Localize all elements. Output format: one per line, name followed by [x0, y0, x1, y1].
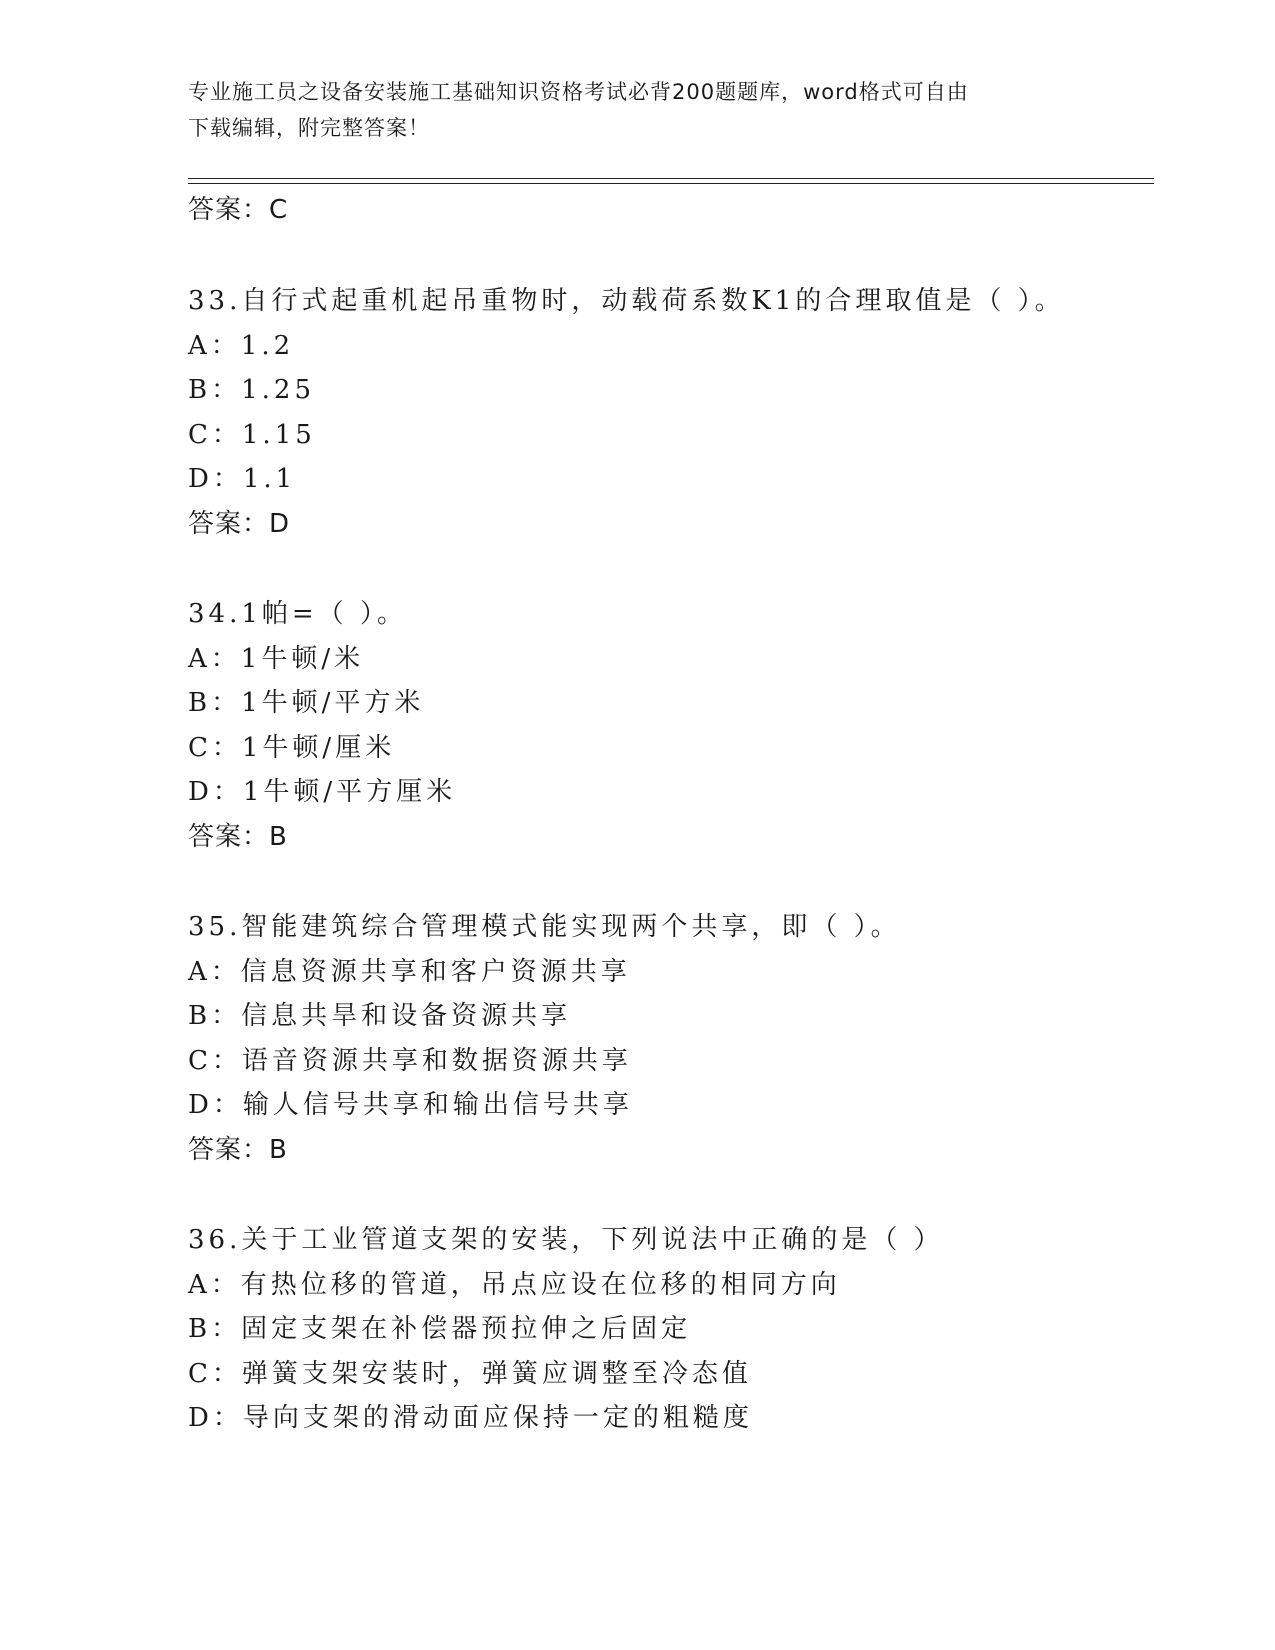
question-33-option-a: A：1.2: [188, 331, 295, 361]
question-35-stem: 35.智能建筑综合管理模式能实现两个共享，即（ ）。: [188, 912, 901, 942]
question-35-answer: 答案：B: [188, 1135, 288, 1165]
question-33-stem: 33.自行式起重机起吊重物时，动载荷系数K1的合理取值是（ ）。: [188, 286, 1065, 316]
question-34-option-b: B：1牛顿/平方米: [188, 688, 425, 718]
question-35-option-d: D：输人信号共享和输出信号共享: [188, 1090, 633, 1120]
question-34-option-d: D：1牛顿/平方厘米: [188, 777, 457, 807]
question-34-answer: 答案：B: [188, 822, 288, 852]
header-line-1: 专业施工员之设备安装施工基础知识资格考试必背200题题库，word格式可自由: [188, 80, 969, 104]
question-36-stem: 36.关于工业管道支架的安装，下列说法中正确的是（ ）: [188, 1225, 944, 1255]
question-34-stem: 34.1帕=（ ）。: [188, 599, 407, 629]
document-header: [188, 74, 1068, 146]
question-35-option-a: A：信息资源共享和客户资源共享: [188, 957, 631, 987]
question-33-option-b: B：1.25: [188, 375, 315, 405]
question-35-option-c: C：语音资源共享和数据资源共享: [188, 1046, 632, 1076]
header-line-2: 下载编辑，附完整答案！: [188, 116, 430, 140]
header-divider-bottom: [188, 183, 1154, 184]
header-divider-top: [188, 178, 1154, 179]
question-33-answer: 答案：D: [188, 509, 291, 539]
question-33-option-d: D：1.1: [188, 464, 297, 494]
question-36-option-a: A：有热位移的管道，吊点应设在位移的相同方向: [188, 1270, 841, 1300]
question-36-option-d: D：导向支架的滑动面应保持一定的粗糙度: [188, 1403, 753, 1433]
question-35-option-b: B：信息共旱和设备资源共享: [188, 1001, 572, 1031]
question-34-option-a: A：1牛顿/米: [188, 644, 365, 674]
answer-prev: 答案：C: [188, 195, 289, 225]
question-33-option-c: C：1.15: [188, 420, 316, 450]
question-36-option-c: C：弹簧支架安装时，弹簧应调整至冷态值: [188, 1359, 752, 1389]
question-36-option-b: B：固定支架在补偿器预拉伸之后固定: [188, 1314, 692, 1344]
question-34-option-c: C：1牛顿/厘米: [188, 733, 396, 763]
